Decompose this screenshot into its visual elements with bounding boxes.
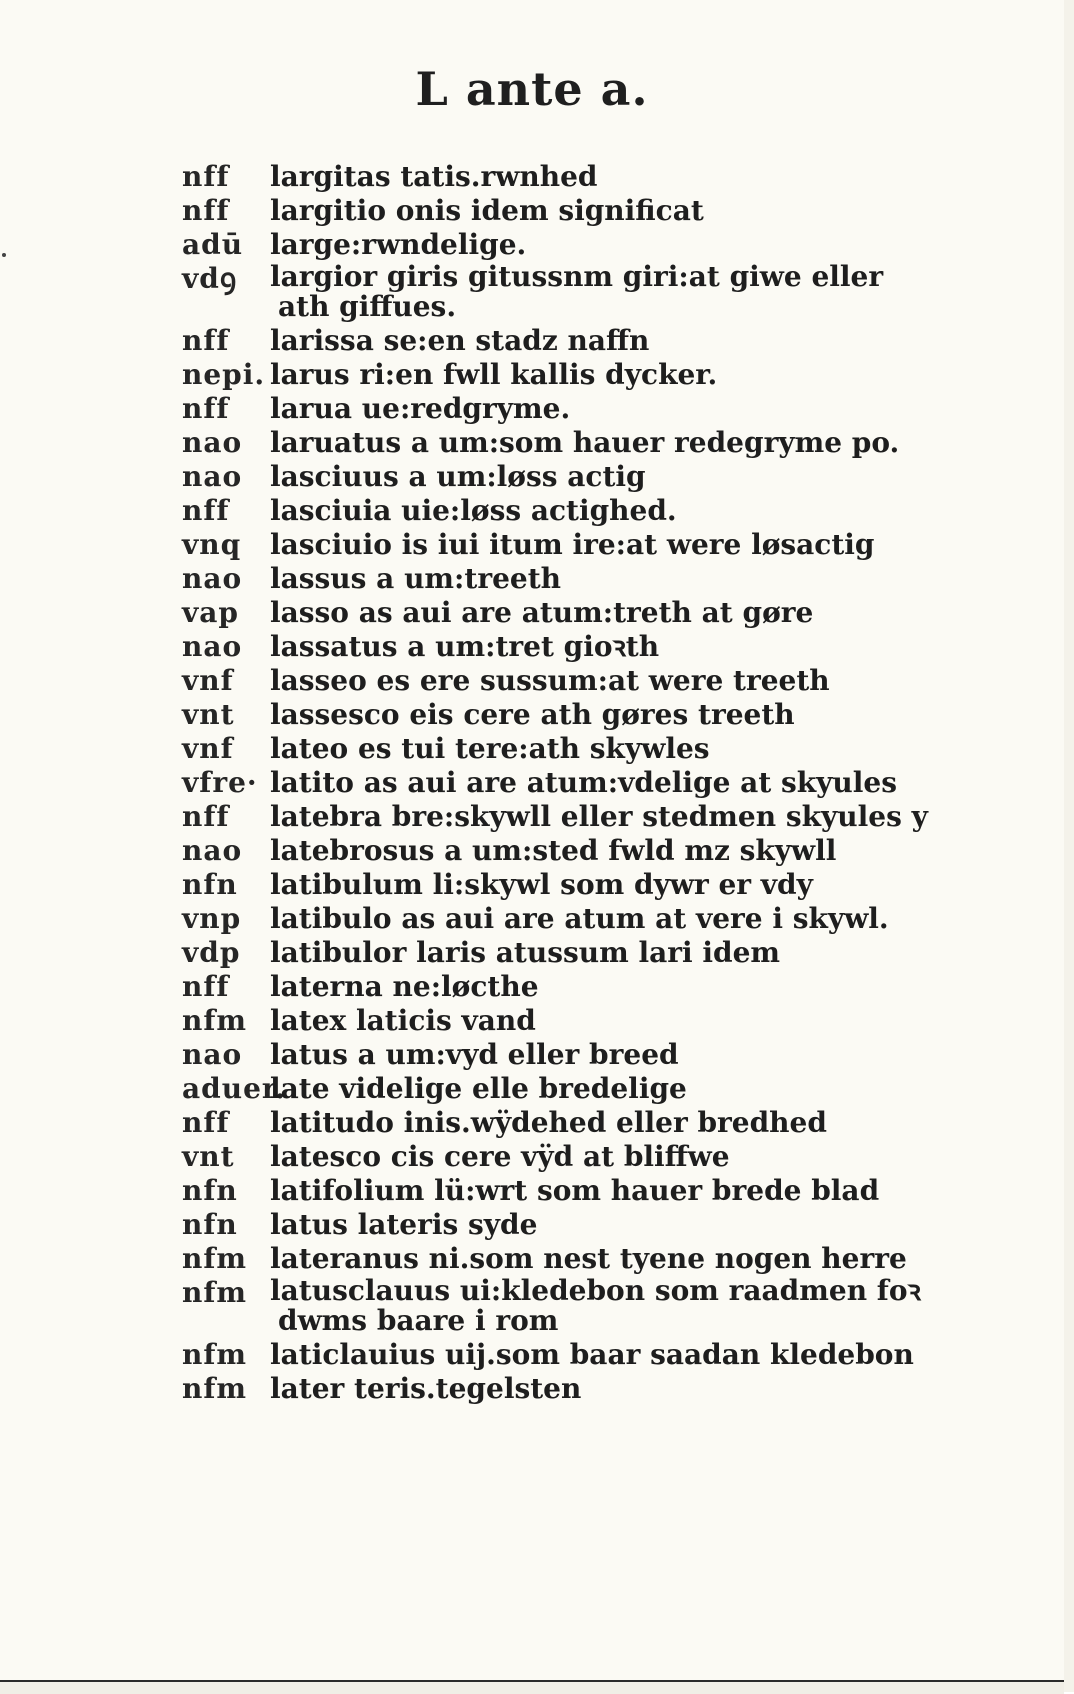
entry-row bbox=[182, 1242, 942, 1276]
entry-continuation: dwms baare i rom bbox=[278, 1304, 559, 1337]
entry-text: lasseo es ere sussum:at were treeth bbox=[270, 664, 830, 697]
entry-text: lassesco eis cere ath gøres treeth bbox=[270, 698, 795, 731]
entry-row bbox=[182, 902, 942, 936]
entry-code: adū bbox=[182, 228, 244, 261]
entry-row bbox=[182, 868, 942, 902]
entry-row bbox=[182, 494, 942, 528]
entry-code: nfn bbox=[182, 868, 238, 901]
entry-row bbox=[182, 664, 942, 698]
entry-text: late videlige elle bredelige bbox=[270, 1072, 687, 1105]
entry-code: vnf bbox=[182, 664, 234, 697]
entry-text: laruatus a um:som hauer redegryme po. bbox=[270, 426, 900, 459]
entry-text: lasciuus a um:løss actig bbox=[270, 460, 646, 493]
entry-code: aduer. bbox=[182, 1072, 286, 1105]
entry-text: lassatus a um:tret gioꝛth bbox=[270, 630, 660, 663]
entry-row bbox=[182, 1372, 942, 1406]
entry-code: vdꝯ bbox=[182, 262, 238, 295]
entry-row bbox=[182, 630, 942, 664]
entry-row bbox=[182, 1338, 942, 1372]
entry-text: latibulor laris atussum lari idem bbox=[270, 936, 781, 969]
entry-text: lasso as aui are atum:treth at gøre bbox=[270, 596, 814, 629]
entry-code: nfn bbox=[182, 1174, 238, 1207]
entry-text: larus ri:en fwll kallis dycker. bbox=[270, 358, 718, 391]
entry-text: lasciuio is iui itum ire:at were løsactig bbox=[270, 528, 875, 561]
entry-row bbox=[182, 392, 942, 426]
entry-text: latus lateris syde bbox=[270, 1208, 538, 1241]
entry-text: lateo es tui tere:ath skywles bbox=[270, 732, 710, 765]
entry-text: lassus a um:treeth bbox=[270, 562, 561, 595]
entry-text bbox=[270, 262, 930, 322]
entry-row bbox=[182, 970, 942, 1004]
entry-text: latibulum li:skywl som dywr er vdy bbox=[270, 868, 813, 901]
entry-row bbox=[182, 1038, 942, 1072]
entry-code: nff bbox=[182, 324, 230, 357]
entry-code: nfm bbox=[182, 1372, 248, 1405]
entry-row bbox=[182, 262, 942, 324]
entry-continuation: ath giffues. bbox=[278, 290, 457, 323]
entry-row bbox=[182, 528, 942, 562]
entry-text-line: largior giris gitussnm giri:at giwe eller bbox=[270, 260, 884, 293]
entry-row bbox=[182, 1004, 942, 1038]
margin-speck bbox=[2, 253, 6, 257]
entry-text: largitio onis idem significat bbox=[270, 194, 704, 227]
entry-code: nfm bbox=[182, 1242, 248, 1275]
entry-code: nfm bbox=[182, 1004, 248, 1037]
entry-row bbox=[182, 698, 942, 732]
entry-code: vap bbox=[182, 596, 239, 629]
entry-code: nff bbox=[182, 1106, 230, 1139]
dictionary-entries bbox=[182, 160, 942, 1406]
entry-row bbox=[182, 800, 942, 834]
entry-code: nao bbox=[182, 1038, 243, 1071]
entry-code: vnf bbox=[182, 732, 234, 765]
entry-code: nff bbox=[182, 494, 230, 527]
entry-text: lasciuia uie:løss actighed. bbox=[270, 494, 677, 527]
entry-text: latito as aui are atum:vdelige at skyules bbox=[270, 766, 898, 799]
entry-code: vnt bbox=[182, 1140, 235, 1173]
entry-text: laticlauius uij.som baar saadan kledebon bbox=[270, 1338, 914, 1371]
entry-code: nao bbox=[182, 562, 243, 595]
entry-row bbox=[182, 596, 942, 630]
entry-code: nff bbox=[182, 392, 230, 425]
entry-code: vnt bbox=[182, 698, 235, 731]
entry-text: largitas tatis.rwnhed bbox=[270, 160, 598, 193]
entry-code: nepi. bbox=[182, 358, 266, 391]
entry-code: nfm bbox=[182, 1338, 248, 1371]
entry-text: latus a um:vyd eller breed bbox=[270, 1038, 679, 1071]
entry-text: latifolium lü:wrt som hauer brede blad bbox=[270, 1174, 880, 1207]
entry-row bbox=[182, 834, 942, 868]
entry-row bbox=[182, 1106, 942, 1140]
entry-text: lateranus ni.som nest tyene nogen herre bbox=[270, 1242, 907, 1275]
entry-row bbox=[182, 194, 942, 228]
entry-text-line: latusclauus ui:kledebon som raadmen foꝛ bbox=[270, 1274, 921, 1307]
entry-text: larissa se:en stadz naffn bbox=[270, 324, 650, 357]
entry-text: laterna ne:løcthe bbox=[270, 970, 539, 1003]
entry-row bbox=[182, 732, 942, 766]
entry-row bbox=[182, 228, 942, 262]
entry-text: latebrosus a um:sted fwld mz skywll bbox=[270, 834, 837, 867]
entry-text: larua ue:redgryme. bbox=[270, 392, 571, 425]
entry-code: nao bbox=[182, 630, 243, 663]
entry-row bbox=[182, 1072, 942, 1106]
entry-code: nao bbox=[182, 834, 243, 867]
entry-code: nfm bbox=[182, 1276, 248, 1309]
entry-code: vdp bbox=[182, 936, 241, 969]
entry-code: nao bbox=[182, 460, 243, 493]
entry-code: nff bbox=[182, 970, 230, 1003]
entry-row bbox=[182, 1140, 942, 1174]
entry-code: nfn bbox=[182, 1208, 238, 1241]
entry-row bbox=[182, 1276, 942, 1338]
entry-row bbox=[182, 1208, 942, 1242]
entry-code: nff bbox=[182, 194, 230, 227]
entry-text: latitudo inis.wÿdehed eller bredhed bbox=[270, 1106, 827, 1139]
entry-code: vnq bbox=[182, 528, 242, 561]
entry-row bbox=[182, 324, 942, 358]
scan-edge bbox=[1064, 0, 1074, 1692]
entry-code: vnp bbox=[182, 902, 242, 935]
entry-row bbox=[182, 460, 942, 494]
entry-text: latebra bre:skywll eller stedmen skyules y bbox=[270, 800, 928, 833]
page-heading: L ante a. bbox=[415, 62, 649, 116]
entry-code: nao bbox=[182, 426, 243, 459]
entry-row bbox=[182, 1174, 942, 1208]
entry-code: nff bbox=[182, 800, 230, 833]
entry-row bbox=[182, 426, 942, 460]
entry-text: large:rwndelige. bbox=[270, 228, 527, 261]
entry-code: nff bbox=[182, 160, 230, 193]
entry-text: latesco cis cere vÿd at bliffwe bbox=[270, 1140, 730, 1173]
entry-row bbox=[182, 358, 942, 392]
entry-row bbox=[182, 766, 942, 800]
entry-text bbox=[270, 1276, 930, 1336]
entry-text: later teris.tegelsten bbox=[270, 1372, 582, 1405]
entry-text: latibulo as aui are atum at vere i skywl. bbox=[270, 902, 889, 935]
entry-row bbox=[182, 160, 942, 194]
entry-row bbox=[182, 936, 942, 970]
entry-code: vfre· bbox=[182, 766, 258, 799]
entry-row bbox=[182, 562, 942, 596]
entry-text: latex laticis vand bbox=[270, 1004, 536, 1037]
